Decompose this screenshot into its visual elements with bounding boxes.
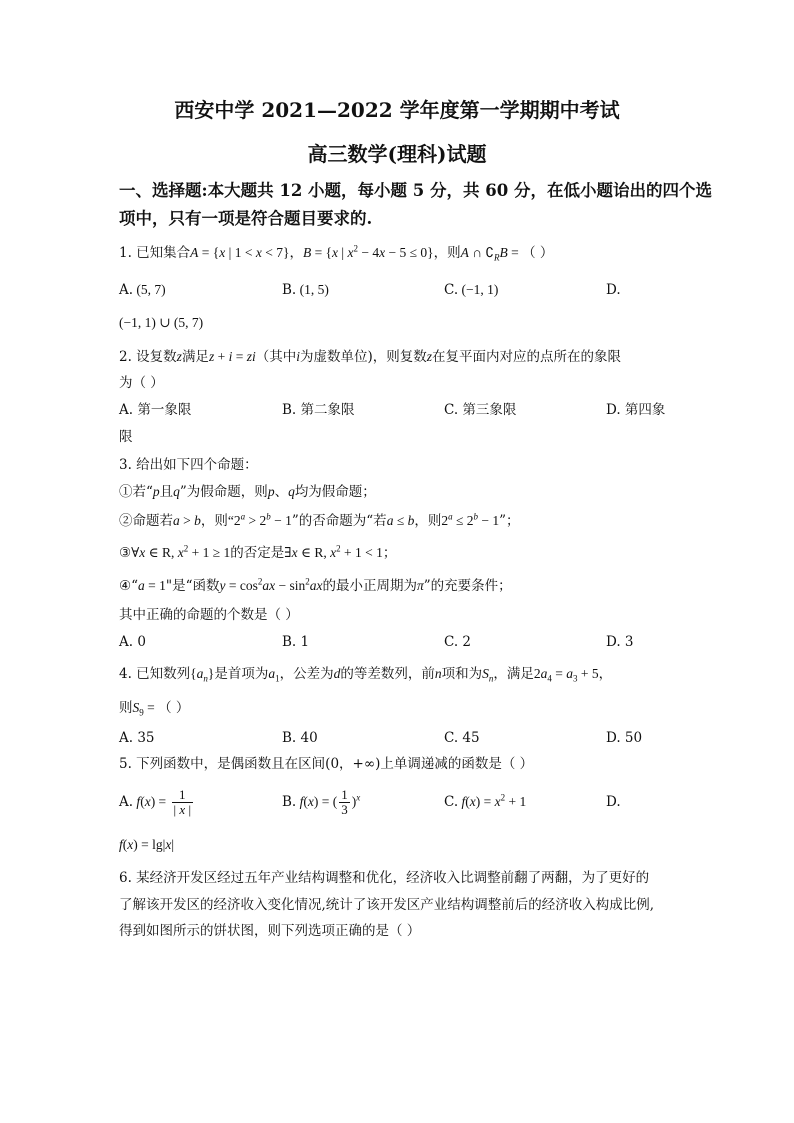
- exam-title: 西安中学 2021—2022 学年度第一学期期中考试: [174, 98, 620, 122]
- section-heading-line2: 项中，只有一项是符合题目要求的.: [119, 209, 373, 228]
- question-2-option-c: C. 第三象限: [444, 402, 517, 418]
- question-5-option-d: D.: [606, 794, 621, 810]
- question-3-proposition-4: ④“a = 1"是“函数$y = \cos^2ax - \sin^2ax$的最小正周期为π”的充要条件；: [119, 576, 512, 594]
- question-5-option-a: A. f(x) = $\frac{1}{| x |}$: [119, 787, 192, 817]
- question-3-stem: 3. 给出如下四个命题：: [119, 457, 258, 473]
- question-3-option-b: B. 1: [282, 634, 310, 650]
- question-3-proposition-3: ③∀x ∈ R, $x^2 + 1 \ge 1$的否定是∃x ∈ R, $x^2 + 1 < 1$；: [119, 543, 397, 561]
- exam-subtitle: 高三数学(理科)试题: [307, 142, 487, 166]
- question-4-stem: 4. 已知数列$\{a_n\}$是首项为$a_1$，公差为d的等差数列，前n项和为$S_n$，满足$2a_4 = a_3 + 5$，: [119, 666, 613, 684]
- question-2-stem: 2. 设复数z满足z + i = zi（其中i为虚数单位)，则复数z在复平面内对应的点所在的象限: [119, 349, 622, 365]
- question-3-option-d: D. 3: [606, 634, 634, 650]
- question-4-option-d: D. 50: [606, 730, 643, 746]
- question-2-stem-line2: 为（ ）: [119, 375, 164, 391]
- question-3-proposition-2: ②命题若a > b，则“$2^a > 2^b - 1$”的否命题为“若a ≤ b，则$2^a \le 2^b - 1$”；: [119, 511, 520, 529]
- question-1-option-d-value: (−1, 1) ∪ (5, 7): [119, 315, 204, 330]
- section-heading-line1: 一、选择题:本大题共 12 小题，每小题 5 分，共 60 分，在低小题诒出的四个选: [119, 181, 712, 200]
- question-6-line2: 了解该开发区的经济收入变化情况,统计了该开发区产业结构调整前后的经济收入构成比例,: [119, 897, 655, 913]
- question-2-option-b: B. 第二象限: [282, 402, 355, 418]
- question-1-stem: 1. 已知集合A = {x | 1 < x < 7}，B = {x | $x^2 - 4x - 5 \le 0$}，则A ∩ $∁_RB$ = （ ）: [119, 243, 554, 263]
- question-2-option-d: D. 第四象: [606, 402, 666, 418]
- question-5-option-c: C. $f(x) = x^2 + 1$: [444, 792, 527, 810]
- question-4-option-a: A. 35: [119, 730, 155, 746]
- question-5-stem: 5. 下列函数中，是偶函数且在区间(0，+∞)上单调递减的函数是（ ）: [119, 756, 534, 772]
- question-3-proposition-1: ①若“p且q”为假命题，则p、q均为假命题；: [119, 484, 376, 500]
- question-1-option-b: B. (1, 5): [282, 282, 329, 298]
- question-1-option-a: A. (5, 7): [119, 282, 166, 298]
- question-1-option-d: D.: [606, 282, 621, 298]
- question-6-line1: 6. 某经济开发区经过五年产业结构调整和优化，经济收入比调整前翻了两翻，为了更好的: [119, 870, 650, 886]
- question-4-stem-line2: 则$S_9$ = （ ）: [119, 700, 190, 718]
- question-6-line3: 得到如图所示的饼状图，则下列选项正确的是（ ）: [119, 923, 421, 939]
- question-2-option-a: A. 第一象限: [119, 402, 192, 418]
- question-3-option-a: A. 0: [119, 634, 146, 650]
- question-5-option-b: B. f(x) = ( $\frac{1}{3}$ )$^x$: [282, 787, 361, 817]
- question-3-ask: 其中正确的命题的个数是（ ）: [119, 607, 299, 623]
- question-5-option-d-value: f(x) = lg|x|: [119, 837, 175, 852]
- question-3-option-c: C. 2: [444, 634, 472, 650]
- question-1-option-c: C. (−1, 1): [444, 282, 499, 298]
- question-4-option-c: C. 45: [444, 730, 480, 746]
- question-2-option-d-wrap: 限: [119, 429, 133, 445]
- question-4-option-b: B. 40: [282, 730, 318, 746]
